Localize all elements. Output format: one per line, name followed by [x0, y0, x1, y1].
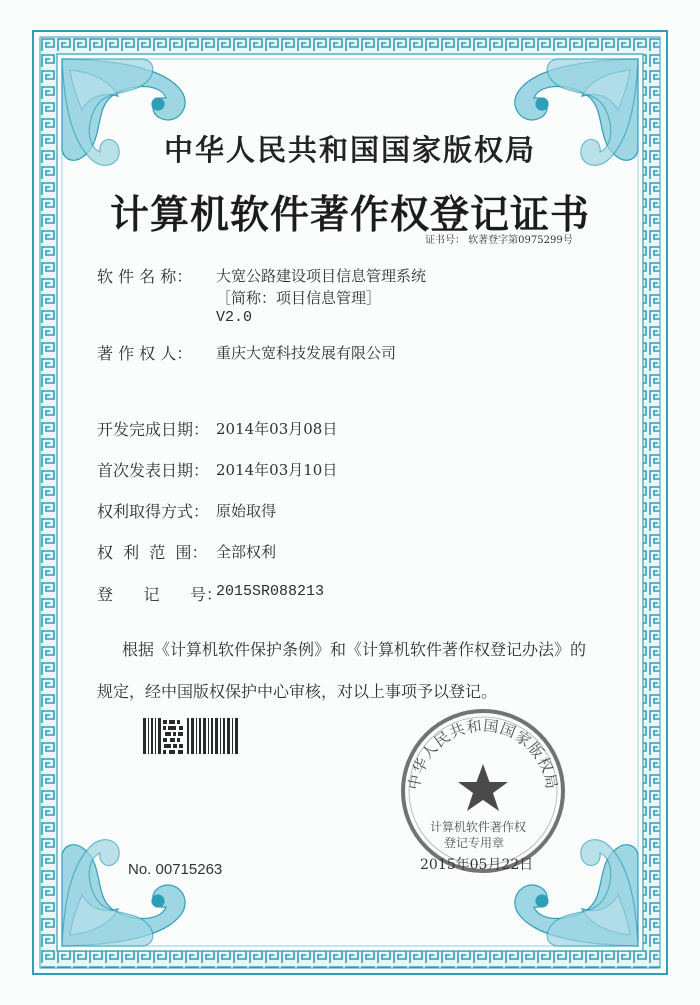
copyright-owner-label: 著 作 权 人：: [97, 344, 193, 363]
seal-inscription-line-1: 计算机软件著作权: [430, 820, 527, 834]
rights-scope-label: 权 利 范 围：: [97, 543, 208, 562]
seal-star-icon: [458, 764, 508, 811]
publication-date-value: 2014年03月10日: [216, 461, 338, 479]
acquisition-method-label: 权利取得方式：: [97, 502, 210, 521]
completion-date-value: 2014年03月08日: [216, 420, 338, 438]
registration-number-label: 登 记 号：: [97, 585, 223, 604]
copyright-owner-value: 重庆大宽科技发展有限公司: [216, 344, 397, 362]
certificate-title: 计算机软件著作权登记证书: [109, 192, 590, 238]
registration-number-value: 2015SR088213: [216, 583, 325, 600]
publication-date-label: 首次发表日期：: [97, 461, 210, 480]
rights-scope-value: 全部权利: [216, 543, 277, 561]
barcode: [143, 718, 243, 754]
software-short-name-value: ［简称：项目信息管理］: [216, 289, 382, 307]
acquisition-method-value: 原始取得: [216, 502, 277, 520]
completion-date-label: 开发完成日期：: [97, 420, 210, 439]
software-version-value: V2.0: [216, 309, 253, 326]
seal-inscription-line-2: 登记专用章: [444, 836, 505, 850]
software-name-value: 大宽公路建设项目信息管理系统: [216, 267, 427, 285]
legal-basis-line-1: 根据《计算机软件保护条例》和《计算机软件著作权登记办法》的: [122, 640, 587, 659]
serial-number: No. 00715263: [128, 861, 223, 878]
issuer-name: 中华人民共和国国家版权局: [163, 133, 536, 167]
software-name-label: 软 件 名 称：: [97, 267, 193, 286]
legal-basis-line-2: 规定，经中国版权保护中心审核，对以上事项予以登记。: [97, 682, 498, 701]
issue-date: 2015年05月22日: [420, 857, 534, 873]
seal-ring-text: 中华人民共和国国家版权局: [404, 716, 562, 792]
certificate-number: 证书号： 软著登字第0975299号: [425, 235, 573, 246]
